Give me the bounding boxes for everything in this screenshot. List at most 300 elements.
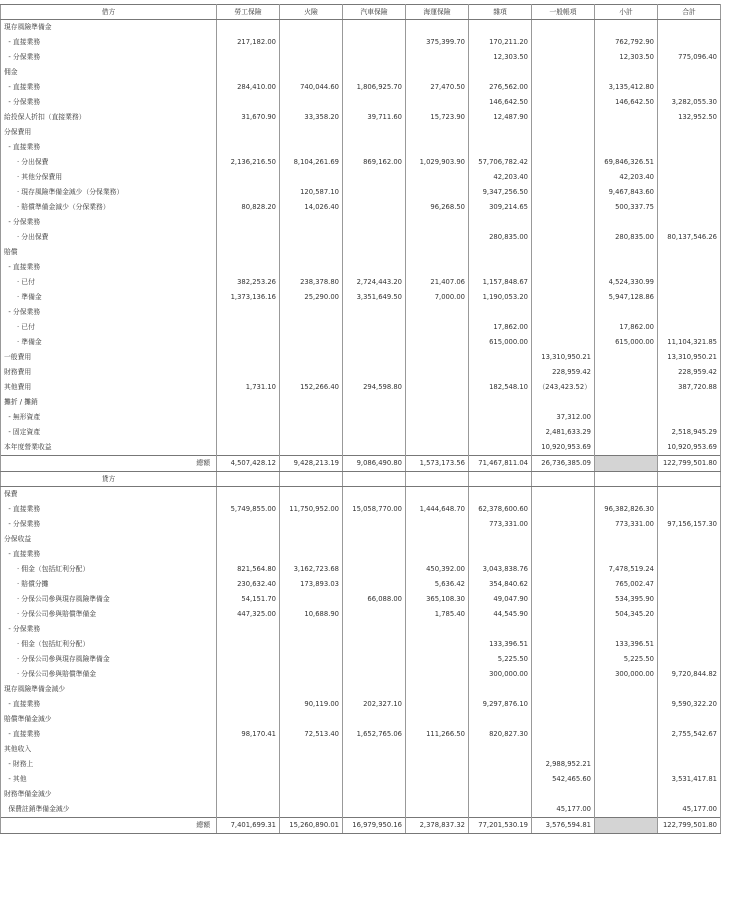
debit-row bbox=[1, 95, 721, 110]
credit-cell bbox=[217, 532, 280, 547]
credit-cell bbox=[595, 487, 658, 503]
credit-cell bbox=[343, 682, 406, 697]
credit-cell: 9,297,876.10 bbox=[469, 697, 532, 712]
credit-cell bbox=[595, 727, 658, 742]
debit-cell bbox=[469, 395, 532, 410]
debit-cell: 120,587.10 bbox=[280, 185, 343, 200]
credit-row-label: 財務準備金減少 bbox=[1, 787, 217, 802]
credit-total-label: 總額 bbox=[1, 818, 217, 834]
debit-cell bbox=[532, 395, 595, 410]
debit-cell bbox=[658, 125, 721, 140]
debit-cell bbox=[595, 350, 658, 365]
debit-cell bbox=[280, 440, 343, 456]
debit-cell bbox=[532, 110, 595, 125]
credit-row bbox=[1, 697, 721, 712]
credit-row-label: 保費註銷準備金減少 bbox=[1, 802, 217, 818]
debit-cell bbox=[658, 65, 721, 80]
credit-cell: 300,000.00 bbox=[469, 667, 532, 682]
debit-cell: 80,828.20 bbox=[217, 200, 280, 215]
credit-cell bbox=[532, 502, 595, 517]
debit-cell: 3,135,412.80 bbox=[595, 80, 658, 95]
debit-cell: 3,351,649.50 bbox=[343, 290, 406, 305]
debit-row-label: · 準備金 bbox=[1, 290, 217, 305]
debit-cell bbox=[217, 245, 280, 260]
credit-cell bbox=[343, 607, 406, 622]
credit-cell: 66,088.00 bbox=[343, 592, 406, 607]
credit-cell: 10,688.90 bbox=[280, 607, 343, 622]
credit-cell: 1,444,648.70 bbox=[406, 502, 469, 517]
debit-cell bbox=[217, 170, 280, 185]
credit-cell bbox=[658, 577, 721, 592]
credit-row bbox=[1, 592, 721, 607]
debit-cell bbox=[217, 320, 280, 335]
debit-cell bbox=[343, 245, 406, 260]
debit-row-label: · 賠償準備金減少（分保業務） bbox=[1, 200, 217, 215]
credit-cell bbox=[280, 742, 343, 757]
credit-row-label: · 佣金（包括紅利分配） bbox=[1, 637, 217, 652]
credit-total-cell: 122,799,501.80 bbox=[658, 818, 721, 834]
credit-row-label: 其他收入 bbox=[1, 742, 217, 757]
credit-cell bbox=[658, 487, 721, 503]
debit-cell bbox=[658, 20, 721, 36]
debit-row bbox=[1, 50, 721, 65]
debit-row-label: 賠償 bbox=[1, 245, 217, 260]
credit-row-label: 賠償準備金減少 bbox=[1, 712, 217, 727]
debit-cell bbox=[280, 215, 343, 230]
debit-row bbox=[1, 80, 721, 95]
debit-row-label: - 直接業務 bbox=[1, 35, 217, 50]
debit-row-label: · 分出保費 bbox=[1, 155, 217, 170]
credit-cell: 133,396.51 bbox=[595, 637, 658, 652]
credit-cell bbox=[406, 547, 469, 562]
credit-cell bbox=[406, 487, 469, 503]
debit-cell bbox=[217, 65, 280, 80]
credit-cell bbox=[280, 772, 343, 787]
credit-row bbox=[1, 682, 721, 697]
debit-cell bbox=[280, 335, 343, 350]
debit-row bbox=[1, 170, 721, 185]
credit-cell bbox=[469, 532, 532, 547]
credit-cell bbox=[595, 682, 658, 697]
debit-row bbox=[1, 410, 721, 425]
col-header-marine: 海運保險 bbox=[406, 5, 469, 20]
credit-cell: 45,177.00 bbox=[532, 802, 595, 818]
debit-cell: 13,310,950.21 bbox=[658, 350, 721, 365]
debit-row bbox=[1, 215, 721, 230]
credit-cell bbox=[217, 652, 280, 667]
credit-cell bbox=[343, 772, 406, 787]
credit-cell bbox=[280, 787, 343, 802]
credit-row bbox=[1, 502, 721, 517]
debit-cell: 11,104,321.85 bbox=[658, 335, 721, 350]
debit-row-label: 財務費用 bbox=[1, 365, 217, 380]
debit-cell bbox=[217, 410, 280, 425]
credit-cell bbox=[217, 697, 280, 712]
debit-cell bbox=[217, 350, 280, 365]
debit-cell bbox=[532, 200, 595, 215]
debit-total-cell: 4,507,428.12 bbox=[217, 456, 280, 472]
debit-cell: 375,399.70 bbox=[406, 35, 469, 50]
debit-cell bbox=[343, 125, 406, 140]
credit-cell bbox=[532, 682, 595, 697]
credit-row-label: - 分保業務 bbox=[1, 517, 217, 532]
debit-row bbox=[1, 395, 721, 410]
credit-cell bbox=[469, 487, 532, 503]
debit-cell bbox=[532, 170, 595, 185]
credit-row-label: 保費 bbox=[1, 487, 217, 503]
credit-row bbox=[1, 787, 721, 802]
debit-row-label: - 直接業務 bbox=[1, 140, 217, 155]
debit-cell bbox=[217, 215, 280, 230]
credit-cell bbox=[280, 517, 343, 532]
credit-cell: 15,058,770.00 bbox=[343, 502, 406, 517]
debit-cell bbox=[343, 395, 406, 410]
credit-row-label: · 分保公司參與現存風險準備金 bbox=[1, 652, 217, 667]
debit-row-label: 一般費用 bbox=[1, 350, 217, 365]
debit-cell bbox=[532, 95, 595, 110]
credit-cell bbox=[406, 682, 469, 697]
credit-cell bbox=[406, 802, 469, 818]
debit-cell bbox=[217, 260, 280, 275]
debit-cell bbox=[280, 50, 343, 65]
credit-cell bbox=[406, 637, 469, 652]
debit-cell bbox=[280, 65, 343, 80]
debit-cell bbox=[217, 395, 280, 410]
credit-cell bbox=[343, 652, 406, 667]
credit-cell bbox=[469, 712, 532, 727]
debit-cell bbox=[532, 125, 595, 140]
debit-cell bbox=[217, 440, 280, 456]
credit-cell bbox=[343, 562, 406, 577]
credit-row-label: 分保收益 bbox=[1, 532, 217, 547]
debit-cell: 13,310,950.21 bbox=[532, 350, 595, 365]
debit-cell bbox=[469, 350, 532, 365]
debit-header: 借方 bbox=[1, 5, 217, 20]
credit-cell: 11,750,952.00 bbox=[280, 502, 343, 517]
credit-cell bbox=[658, 622, 721, 637]
credit-cell bbox=[406, 697, 469, 712]
credit-cell: 365,108.30 bbox=[406, 592, 469, 607]
debit-cell bbox=[280, 410, 343, 425]
debit-cell bbox=[469, 260, 532, 275]
debit-row-label: - 直接業務 bbox=[1, 260, 217, 275]
credit-cell bbox=[658, 787, 721, 802]
credit-row bbox=[1, 487, 721, 503]
credit-row-label: - 直接業務 bbox=[1, 547, 217, 562]
debit-cell: 1,731.10 bbox=[217, 380, 280, 395]
credit-cell bbox=[469, 682, 532, 697]
credit-cell bbox=[343, 742, 406, 757]
debit-cell bbox=[343, 185, 406, 200]
debit-cell bbox=[658, 245, 721, 260]
credit-cell bbox=[343, 787, 406, 802]
credit-cell bbox=[406, 712, 469, 727]
credit-cell: 1,785.40 bbox=[406, 607, 469, 622]
debit-cell: （243,423.52） bbox=[532, 380, 595, 395]
debit-section bbox=[1, 20, 721, 472]
debit-cell bbox=[469, 410, 532, 425]
credit-cell: 2,755,542.67 bbox=[658, 727, 721, 742]
credit-cell: 5,225.50 bbox=[469, 652, 532, 667]
debit-row bbox=[1, 245, 721, 260]
credit-cell bbox=[658, 592, 721, 607]
credit-cell bbox=[343, 622, 406, 637]
debit-row-label: 現存風險準備金 bbox=[1, 20, 217, 36]
debit-cell: 615,000.00 bbox=[595, 335, 658, 350]
credit-cell bbox=[217, 637, 280, 652]
credit-cell bbox=[532, 637, 595, 652]
debit-cell bbox=[406, 245, 469, 260]
debit-row-label: - 直接業務 bbox=[1, 80, 217, 95]
debit-cell bbox=[658, 215, 721, 230]
debit-cell bbox=[658, 260, 721, 275]
debit-cell bbox=[406, 50, 469, 65]
debit-row-label: 攤折 / 攤銷 bbox=[1, 395, 217, 410]
debit-cell: 740,044.60 bbox=[280, 80, 343, 95]
credit-cell bbox=[217, 487, 280, 503]
credit-cell bbox=[406, 667, 469, 682]
debit-cell bbox=[343, 350, 406, 365]
debit-row-label: · 準備金 bbox=[1, 335, 217, 350]
debit-cell bbox=[280, 140, 343, 155]
debit-cell bbox=[595, 245, 658, 260]
credit-cell bbox=[532, 742, 595, 757]
debit-cell bbox=[280, 230, 343, 245]
debit-cell bbox=[469, 140, 532, 155]
debit-cell: 31,670.90 bbox=[217, 110, 280, 125]
debit-cell bbox=[658, 35, 721, 50]
debit-cell: 1,806,925.70 bbox=[343, 80, 406, 95]
debit-cell bbox=[532, 185, 595, 200]
credit-header: 貸方 bbox=[1, 472, 217, 487]
credit-total-cell: 16,979,950.16 bbox=[343, 818, 406, 834]
debit-cell bbox=[343, 410, 406, 425]
credit-cell bbox=[595, 742, 658, 757]
credit-cell bbox=[343, 637, 406, 652]
credit-cell bbox=[595, 547, 658, 562]
debit-total-cell: 9,086,490.80 bbox=[343, 456, 406, 472]
debit-cell bbox=[280, 320, 343, 335]
credit-cell bbox=[658, 637, 721, 652]
debit-cell bbox=[406, 335, 469, 350]
debit-cell bbox=[532, 305, 595, 320]
credit-row-label: · 佣金（包括紅利分配） bbox=[1, 562, 217, 577]
credit-cell bbox=[217, 802, 280, 818]
credit-cell bbox=[532, 652, 595, 667]
credit-cell: 5,636.42 bbox=[406, 577, 469, 592]
debit-row bbox=[1, 305, 721, 320]
debit-row-label: · 現存風險準備金減少（分保業務） bbox=[1, 185, 217, 200]
credit-cell bbox=[658, 607, 721, 622]
debit-cell bbox=[406, 320, 469, 335]
debit-cell bbox=[217, 20, 280, 36]
debit-cell: 2,481,633.29 bbox=[532, 425, 595, 440]
debit-cell: 217,182.00 bbox=[217, 35, 280, 50]
credit-cell bbox=[280, 682, 343, 697]
credit-cell bbox=[217, 757, 280, 772]
credit-cell bbox=[532, 727, 595, 742]
credit-row bbox=[1, 562, 721, 577]
credit-cell: 173,893.03 bbox=[280, 577, 343, 592]
credit-total-row bbox=[1, 818, 721, 834]
credit-cell bbox=[595, 802, 658, 818]
debit-cell bbox=[280, 20, 343, 36]
credit-cell bbox=[343, 532, 406, 547]
debit-cell: 284,410.00 bbox=[217, 80, 280, 95]
credit-cell bbox=[343, 757, 406, 772]
credit-cell: 62,378,600.60 bbox=[469, 502, 532, 517]
debit-cell bbox=[532, 50, 595, 65]
debit-cell: 280,835.00 bbox=[469, 230, 532, 245]
debit-row bbox=[1, 230, 721, 245]
debit-row-label: - 無形資產 bbox=[1, 410, 217, 425]
debit-cell bbox=[343, 440, 406, 456]
debit-row-label: · 分出保費 bbox=[1, 230, 217, 245]
credit-cell bbox=[469, 802, 532, 818]
debit-row bbox=[1, 185, 721, 200]
debit-cell: 500,337.75 bbox=[595, 200, 658, 215]
debit-cell bbox=[217, 140, 280, 155]
credit-cell bbox=[406, 532, 469, 547]
debit-cell bbox=[595, 140, 658, 155]
debit-cell: 3,282,055.30 bbox=[658, 95, 721, 110]
credit-cell bbox=[343, 577, 406, 592]
credit-cell: 72,513.40 bbox=[280, 727, 343, 742]
debit-cell bbox=[280, 170, 343, 185]
debit-row bbox=[1, 440, 721, 456]
debit-cell: 27,470.50 bbox=[406, 80, 469, 95]
debit-row-label: 本年度營業收益 bbox=[1, 440, 217, 456]
debit-cell bbox=[658, 140, 721, 155]
credit-cell bbox=[532, 532, 595, 547]
debit-cell bbox=[595, 365, 658, 380]
debit-row bbox=[1, 335, 721, 350]
credit-row-label: · 分保公司參與賠償準備金 bbox=[1, 607, 217, 622]
credit-cell: 133,396.51 bbox=[469, 637, 532, 652]
credit-row-label: - 直接業務 bbox=[1, 502, 217, 517]
credit-cell bbox=[658, 757, 721, 772]
col-header-misc: 雜項 bbox=[469, 5, 532, 20]
credit-cell bbox=[406, 757, 469, 772]
credit-cell: 202,327.10 bbox=[343, 697, 406, 712]
credit-cell: 354,840.62 bbox=[469, 577, 532, 592]
credit-cell bbox=[532, 667, 595, 682]
credit-cell bbox=[343, 802, 406, 818]
credit-row bbox=[1, 547, 721, 562]
credit-cell bbox=[217, 622, 280, 637]
credit-row bbox=[1, 517, 721, 532]
credit-section bbox=[1, 487, 721, 834]
credit-row bbox=[1, 622, 721, 637]
credit-cell: 49,047.90 bbox=[469, 592, 532, 607]
debit-cell bbox=[532, 155, 595, 170]
credit-total-cell: 2,378,837.32 bbox=[406, 818, 469, 834]
debit-cell bbox=[406, 260, 469, 275]
credit-cell bbox=[280, 667, 343, 682]
credit-header-section bbox=[1, 472, 721, 487]
credit-cell bbox=[280, 652, 343, 667]
debit-cell bbox=[217, 95, 280, 110]
debit-cell bbox=[343, 140, 406, 155]
debit-cell bbox=[658, 305, 721, 320]
debit-cell bbox=[469, 365, 532, 380]
debit-row-label: · 已付 bbox=[1, 320, 217, 335]
debit-row bbox=[1, 350, 721, 365]
credit-cell bbox=[406, 787, 469, 802]
credit-cell bbox=[532, 697, 595, 712]
credit-cell: 9,720,844.82 bbox=[658, 667, 721, 682]
debit-cell: 10,920,953.69 bbox=[532, 440, 595, 456]
debit-row bbox=[1, 425, 721, 440]
credit-cell bbox=[343, 517, 406, 532]
debit-cell: 17,862.00 bbox=[595, 320, 658, 335]
debit-cell: 309,214.65 bbox=[469, 200, 532, 215]
debit-cell bbox=[658, 290, 721, 305]
debit-row bbox=[1, 65, 721, 80]
debit-cell: 146,642.50 bbox=[595, 95, 658, 110]
credit-row bbox=[1, 607, 721, 622]
debit-cell bbox=[595, 215, 658, 230]
debit-cell bbox=[406, 395, 469, 410]
credit-cell bbox=[595, 757, 658, 772]
credit-cell: 9,590,322.20 bbox=[658, 697, 721, 712]
debit-cell bbox=[595, 65, 658, 80]
credit-cell bbox=[406, 517, 469, 532]
debit-cell bbox=[406, 20, 469, 36]
credit-cell bbox=[280, 802, 343, 818]
credit-cell bbox=[217, 547, 280, 562]
credit-cell: 5,225.50 bbox=[595, 652, 658, 667]
debit-cell bbox=[343, 50, 406, 65]
debit-cell bbox=[406, 185, 469, 200]
credit-row bbox=[1, 742, 721, 757]
debit-cell: 228,959.42 bbox=[658, 365, 721, 380]
credit-cell bbox=[658, 682, 721, 697]
credit-cell bbox=[658, 532, 721, 547]
debit-cell bbox=[532, 65, 595, 80]
debit-cell bbox=[280, 245, 343, 260]
col-header-fire: 火險 bbox=[280, 5, 343, 20]
debit-total-label: 總額 bbox=[1, 456, 217, 472]
debit-row bbox=[1, 155, 721, 170]
debit-cell: 182,548.10 bbox=[469, 380, 532, 395]
debit-total-row bbox=[1, 456, 721, 472]
credit-cell: 820,827.30 bbox=[469, 727, 532, 742]
debit-cell: 33,358.20 bbox=[280, 110, 343, 125]
debit-cell: 42,203.40 bbox=[469, 170, 532, 185]
credit-cell bbox=[280, 547, 343, 562]
credit-cell bbox=[217, 667, 280, 682]
debit-cell: 280,835.00 bbox=[595, 230, 658, 245]
debit-cell: 2,518,945.29 bbox=[658, 425, 721, 440]
debit-cell bbox=[280, 395, 343, 410]
debit-row-label: 其他費用 bbox=[1, 380, 217, 395]
debit-cell: 1,373,136.16 bbox=[217, 290, 280, 305]
debit-cell bbox=[343, 320, 406, 335]
debit-cell bbox=[406, 305, 469, 320]
credit-cell bbox=[217, 712, 280, 727]
debit-cell bbox=[280, 95, 343, 110]
debit-row-label: - 固定資產 bbox=[1, 425, 217, 440]
credit-cell bbox=[406, 622, 469, 637]
credit-cell bbox=[532, 562, 595, 577]
credit-row-label: - 其他 bbox=[1, 772, 217, 787]
credit-cell: 54,151.70 bbox=[217, 592, 280, 607]
debit-cell bbox=[280, 35, 343, 50]
credit-cell bbox=[532, 577, 595, 592]
debit-row bbox=[1, 140, 721, 155]
credit-cell: 1,652,765.06 bbox=[343, 727, 406, 742]
